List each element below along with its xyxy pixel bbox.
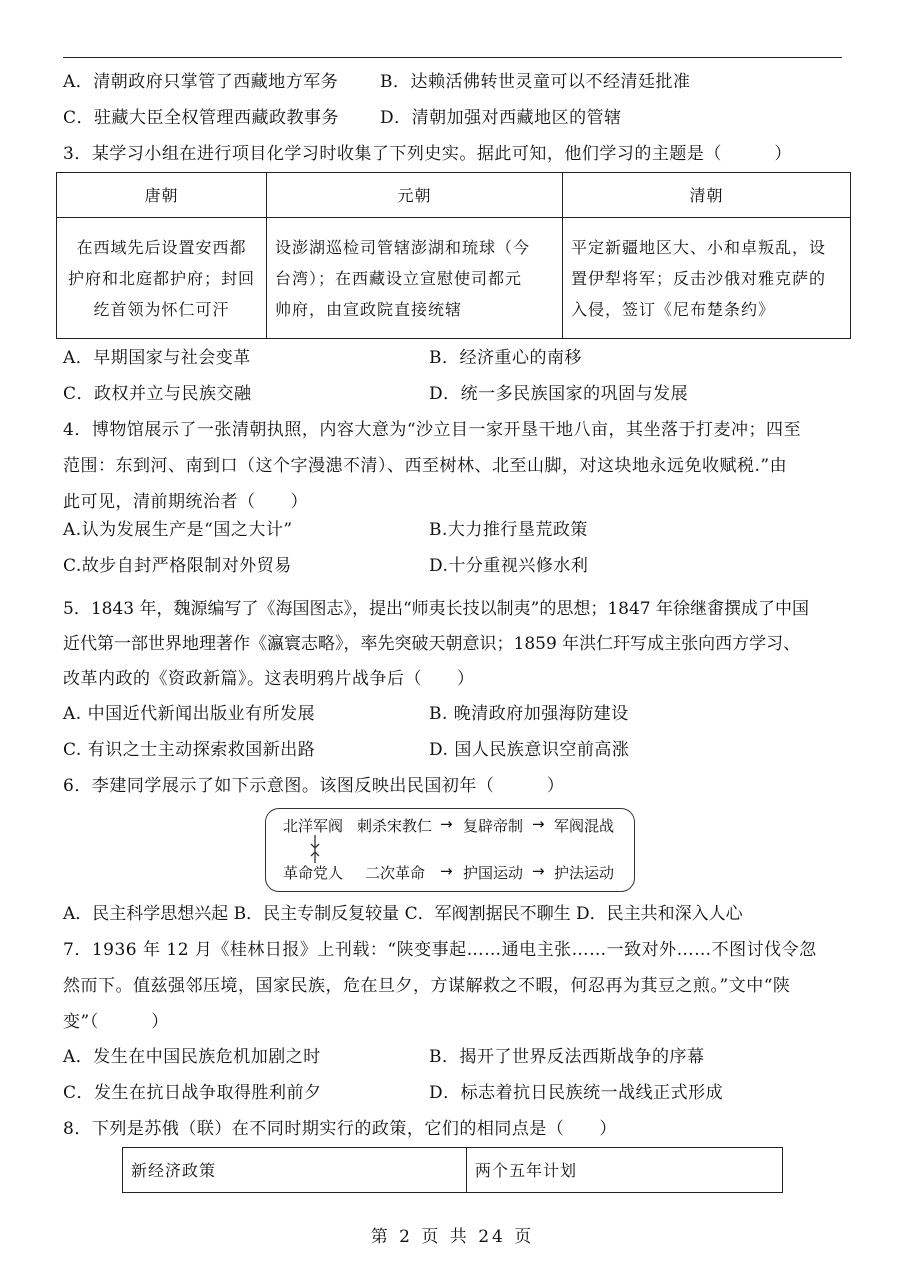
q4-option-b: B.大力推行垦荒政策 [429,520,588,540]
q3-stem: 3．某学习小组在进行项目化学习时收集了下列史实。据此可知，他们学习的主题是（ ） [63,144,792,164]
diagram-node-revolutionaries: 革命党人 [283,864,344,882]
arrow-right-icon: → [532,815,545,833]
q8-table [122,1147,783,1193]
q7-stem-line-1: 7．1936 年 12 月《桂林日报》上刊载：“陕变事起……通电主张……一致对外……不图讨伐令忽 [63,940,817,960]
q3-table-header-row [57,173,851,218]
diagram-node-restoration: 复辟帝制 [463,817,524,835]
q3-option-d: D．统一多民族国家的巩固与发展 [429,384,689,404]
q3-cell-tang [57,218,267,339]
page-footer: 第 2 页 共 24 页 [370,1227,535,1247]
diagram-node-second-revolution: 二次革命 [365,864,426,882]
q7-option-b: B．揭开了世界反法西斯战争的序幕 [429,1047,705,1067]
arrow-right-icon: → [532,862,545,880]
q3-cell-tang-line: 护府和北庭都护府；封回 [67,268,255,288]
arrow-right-icon: → [440,815,453,833]
q3-cell-yuan-line: 设澎湖巡检司管辖澎湖和琉球（今 [275,237,531,257]
q3-table [56,172,851,339]
q3-cell-yuan [267,218,563,339]
q5-option-d: D. 国人民族意识空前高涨 [429,740,630,760]
q3-option-c: C．政权并立与民族交融 [63,384,252,404]
q3-header-yuan: 元朝 [267,173,563,218]
q2-option-c: C．驻藏大臣全权管理西藏政教事务 [63,108,340,128]
q2-option-a: A．清朝政府只掌管了西藏地方军务 [63,72,339,92]
q7-option-c: C．发生在抗日战争取得胜利前夕 [63,1083,322,1103]
q3-option-b: B．经济重心的南移 [429,348,582,368]
q8-stem: 8．下列是苏俄（联）在不同时期实行的政策，它们的相同点是（ ） [63,1119,617,1139]
diagram-node-national-protection: 护国运动 [463,864,524,882]
q3-cell-tang-line: 纥首领为怀仁可汗 [93,299,230,319]
q3-option-a: A．早期国家与社会变革 [63,348,251,368]
q3-cell-yuan-line: 帅府，由宣政院直接统辖 [275,299,463,319]
q5-stem-line-2: 近代第一部世界地理著作《瀛寰志略》，率先突破天朝意识；1859 年洪仁玕写成主张向西方学习、 [63,634,801,654]
q7-stem-line-3: 变”（ ） [63,1012,169,1032]
q7-stem-line-2: 然而下。值兹强邻压境，国家民族，危在旦夕，方谋解救之不暇，何忍再为萁豆之煎。”文中“陕 [63,976,791,996]
q5-stem-line-3: 改革内政的《资政新篇》。这表明鸦片战争后（ ） [63,669,475,689]
arrow-up-down-icon [308,834,322,864]
q7-option-d: D．标志着抗日民族统一战线正式形成 [429,1083,724,1103]
q5-option-a: A. 中国近代新闻出版业有所发展 [63,704,316,724]
q5-option-c: C. 有识之士主动探索救国新出路 [63,740,316,760]
q6-options: A．民主科学思想兴起 B．民主专制反复较量 C．军阀割据民不聊生 D．民主共和深入人心 [63,904,743,924]
q3-header-tang: 唐朝 [57,173,267,218]
q4-option-c: C.故步自封严格限制对外贸易 [63,556,292,576]
q5-stem-line-1: 5．1843 年，魏源编写了《海国图志》，提出“师夷长技以制夷”的思想；1847 年徐继畬撰成了中国 [63,599,810,619]
q4-option-a: A.认为发展生产是“国之大计” [63,520,293,540]
q3-header-qing: 清朝 [563,173,851,218]
q3-cell-tang-line: 在西域先后设置安西都 [76,237,247,257]
header-rule [63,57,842,58]
q3-table-body-row [57,218,851,339]
q3-cell-qing-line: 入侵，签订《尼布楚条约》 [571,299,776,319]
arrow-right-icon: → [440,862,453,880]
q3-cell-qing-line: 平定新疆地区大、小和卓叛乱，设 [571,237,827,257]
q3-cell-qing-line: 置伊犁将军；反击沙俄对雅克萨的 [571,268,827,288]
q2-option-b: B．达赖活佛转世灵童可以不经清廷批准 [380,72,691,92]
diagram-node-warlord-war: 军阀混战 [554,817,615,835]
q4-stem-line-3: 此可见，清前期统治者（ ） [63,492,308,512]
q5-option-b: B. 晚清政府加强海防建设 [429,704,629,724]
q8-cell-five-year-plans: 两个五年计划 [467,1148,783,1193]
q2-option-d: D．清朝加强对西藏地区的管辖 [380,108,622,128]
diagram-node-constitution-protection: 护法运动 [554,864,615,882]
q8-table-row [123,1148,783,1193]
diagram-node-beiyang: 北洋军阀 [283,817,344,835]
q4-option-d: D.十分重视兴修水利 [429,556,589,576]
q4-stem-line-2: 范围：东到河、南到口（这个字漫漶不清）、西至树林、北至山脚，对这块地永远免收赋税.”由 [63,456,788,476]
q6-stem: 6．李建同学展示了如下示意图。该图反映出民国初年（ ） [63,776,565,796]
q3-cell-yuan-line: 台湾）；在西藏设立宣慰使司都元 [275,268,523,288]
q4-stem-line-1: 4．博物馆展示了一张清朝执照，内容大意为“沙立目一家开垦干地八亩，其坐落于打麦冲；四至 [63,420,802,440]
diagram-node-assassination: 刺杀宋教仁 [357,817,433,835]
q7-option-a: A．发生在中国民族危机加剧之时 [63,1047,321,1067]
q8-cell-nep: 新经济政策 [123,1148,467,1193]
q3-cell-qing [563,218,851,339]
